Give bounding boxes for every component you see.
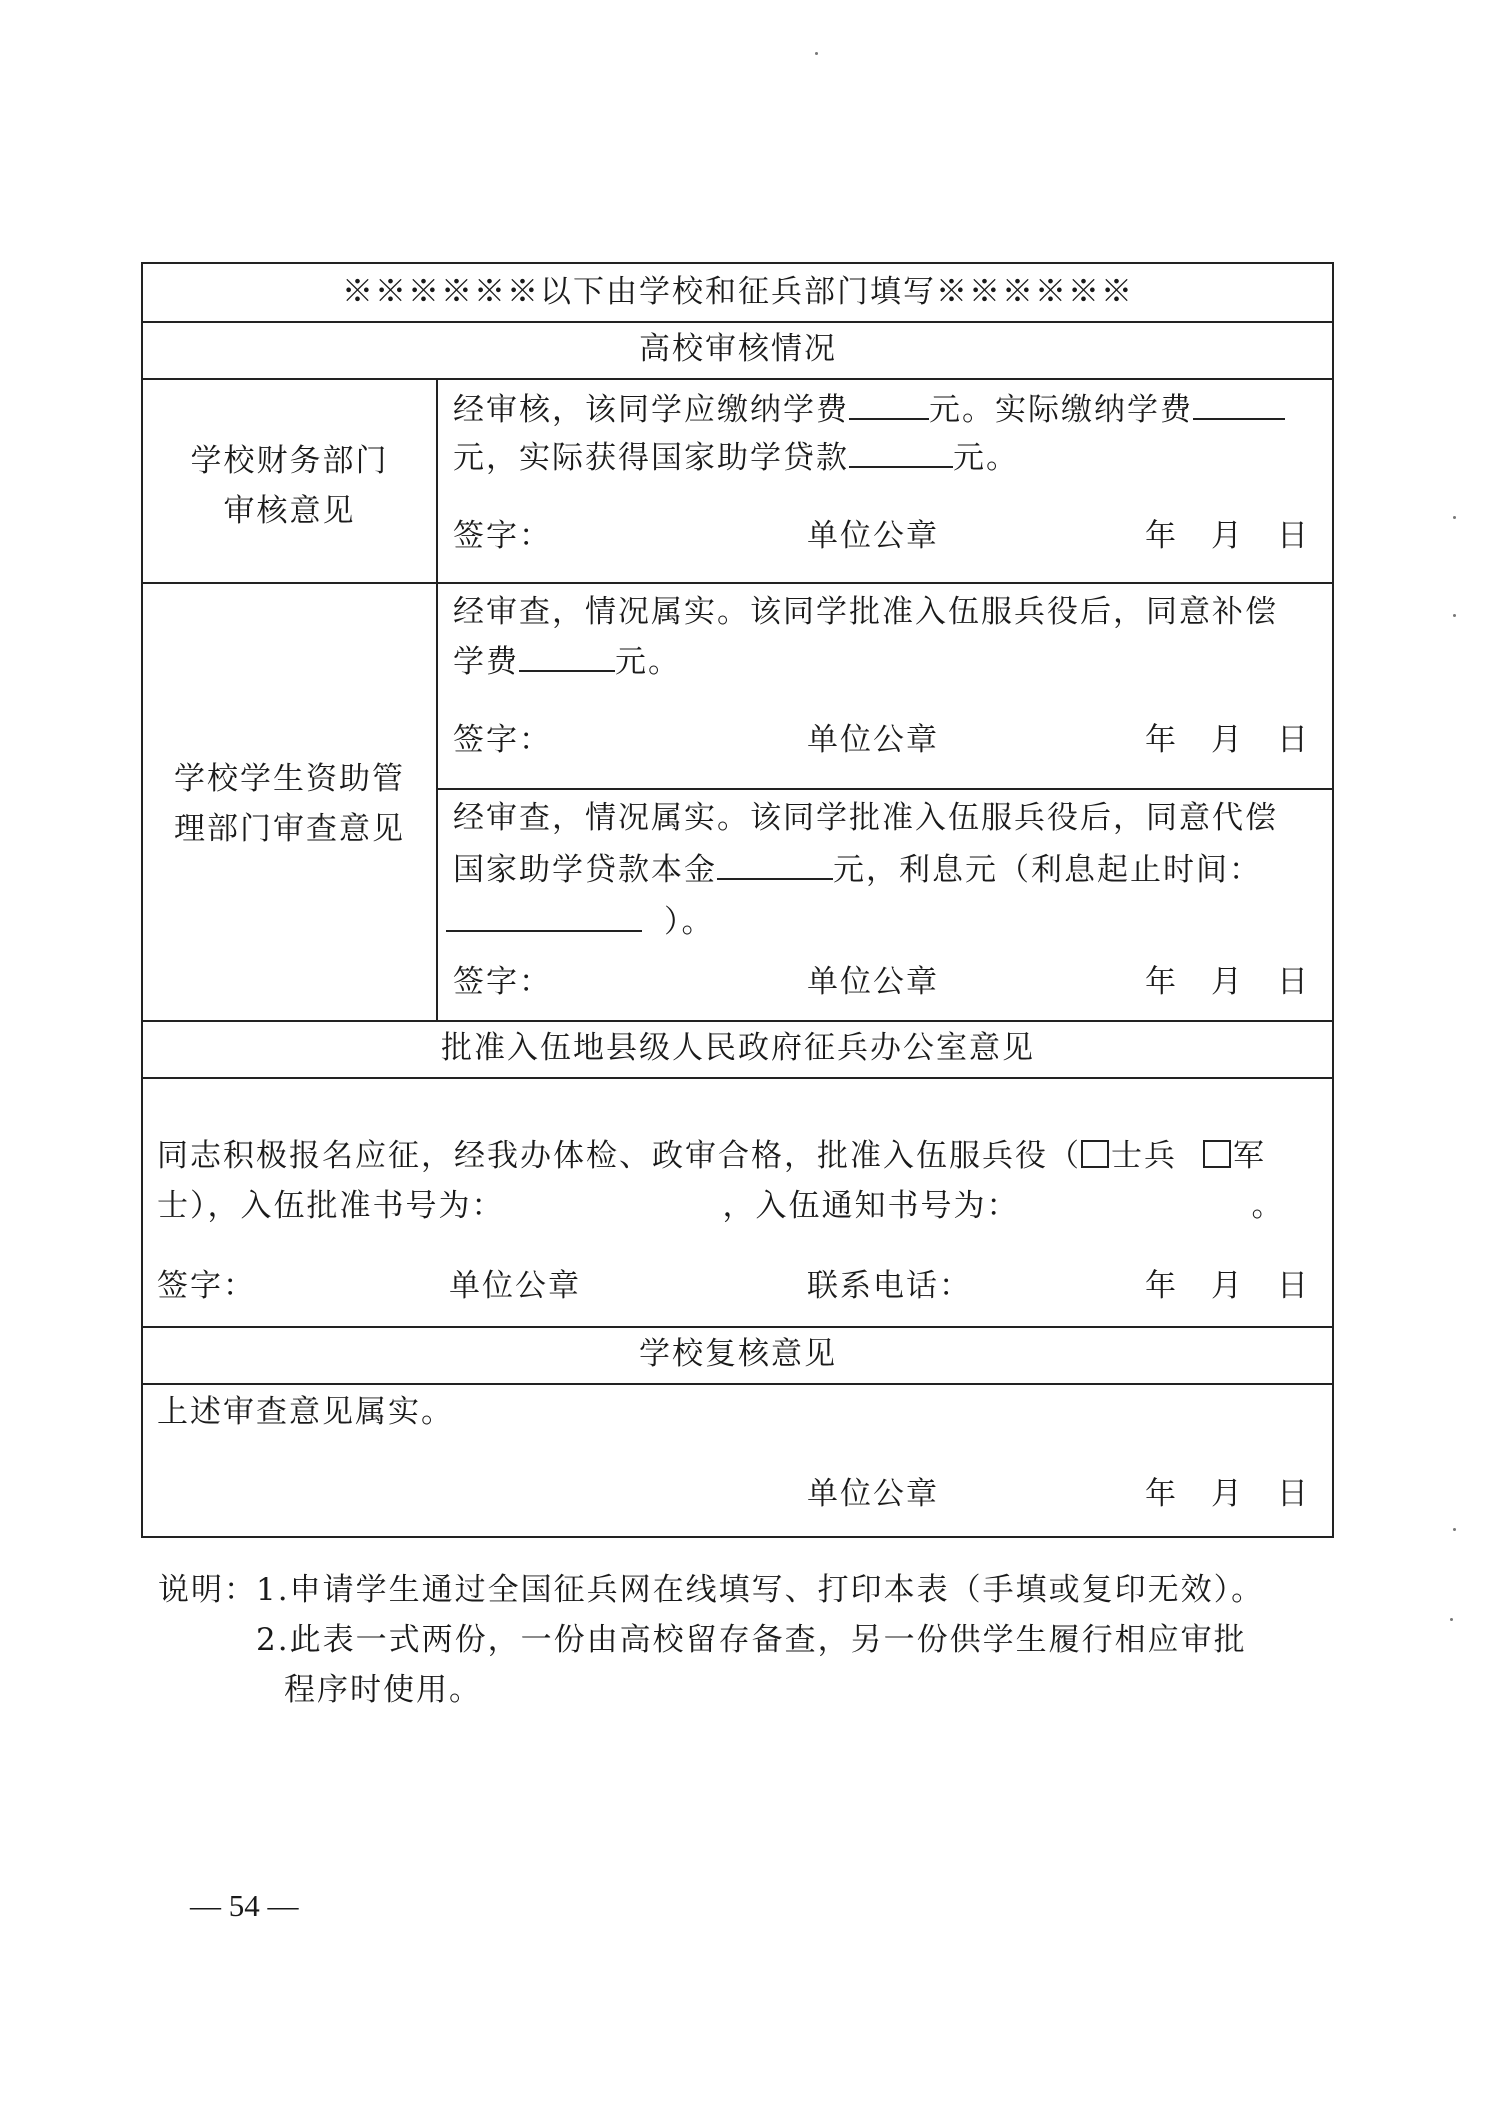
aid-block2-line2	[453, 848, 1262, 890]
aid-block2-line3-text: ）。	[664, 904, 715, 940]
review-date: 年 月 日	[1145, 1476, 1310, 1512]
aid-block1-line1: 经审查，情况属实。该同学批准入伍服兵役后，同意补偿	[453, 594, 1278, 630]
review-seal: 单位公章	[807, 1476, 939, 1512]
row-divider	[143, 1326, 1333, 1328]
recruit-phone: 联系电话：	[807, 1268, 972, 1304]
aid-block1-line2-b: 元。	[615, 644, 681, 680]
aid-block2-sign: 签字：	[453, 964, 552, 1000]
scan-speck	[815, 52, 818, 55]
finance-text-line1	[453, 388, 1285, 430]
aid-block1-seal: 单位公章	[807, 722, 939, 758]
row-divider	[143, 1020, 1333, 1022]
aid-block2-seal: 单位公章	[807, 964, 939, 1000]
row-divider	[143, 321, 1333, 323]
finance-text1-a: 经审核，该同学应缴纳学费	[453, 392, 849, 428]
tuition-paid-blank[interactable]	[1193, 388, 1285, 420]
finance-seal: 单位公章	[807, 518, 939, 554]
page-number: — 54 —	[190, 1888, 299, 1923]
review-text: 上述审查意见属实。	[157, 1394, 454, 1430]
notes-item2-line2: 程序时使用。	[284, 1672, 482, 1708]
scan-speck	[1450, 1618, 1453, 1621]
aid-label-line2: 理部门审查意见	[174, 811, 405, 847]
aid-block1-sign: 签字：	[453, 722, 552, 758]
finance-text1-b: 元。实际缴纳学费	[929, 392, 1193, 428]
tuition-due-blank[interactable]	[849, 388, 929, 420]
soldier-label: 士兵	[1111, 1138, 1177, 1174]
recruit-line2-b: ，入伍通知书号为：	[722, 1188, 1020, 1224]
scan-speck	[1453, 614, 1456, 617]
finance-label	[143, 436, 436, 536]
form-header: ※※※※※※以下由学校和征兵部门填写※※※※※※	[342, 274, 1134, 310]
aid-label	[143, 754, 436, 854]
aid-label-line1: 学校学生资助管	[174, 761, 405, 797]
recruit-title: 批准入伍地县级人民政府征兵办公室意见	[441, 1030, 1035, 1066]
row-divider	[143, 1383, 1333, 1385]
finance-label-line2: 审核意见	[223, 493, 356, 529]
finance-label-line1: 学校财务部门	[190, 443, 389, 479]
section-title-audit: 高校审核情况	[639, 331, 837, 367]
sergeant-checkbox[interactable]	[1203, 1140, 1231, 1168]
recruit-line1-a: 同志积极报名应征，经我办体检、政审合格，批准入伍服兵役（	[157, 1138, 1081, 1174]
loan-principal-blank[interactable]	[717, 848, 833, 880]
recruit-seal: 单位公章	[449, 1268, 581, 1304]
scan-speck	[1453, 1528, 1456, 1531]
recruit-date: 年 月 日	[1145, 1268, 1310, 1304]
soldier-checkbox[interactable]	[1081, 1140, 1109, 1168]
column-divider	[436, 378, 438, 1020]
notes-item1: 1.申请学生通过全国征兵网在线填写、打印本表（手填或复印无效）。	[256, 1572, 1265, 1608]
finance-text-line2	[453, 436, 1019, 478]
finance-date: 年 月 日	[1145, 518, 1310, 554]
recruit-line1	[157, 1136, 1266, 1176]
interest-period-blank[interactable]	[446, 900, 642, 932]
scan-speck	[1453, 516, 1456, 519]
notes-item2-line1: 2.此表一式两份，一份由高校留存备查，另一份供学生履行相应审批	[256, 1622, 1247, 1658]
sergeant-label-a: 军	[1233, 1138, 1266, 1174]
aid-block1-line2-a: 学费	[453, 644, 519, 680]
aid-block2-date: 年 月 日	[1145, 964, 1310, 1000]
aid-block2-line1: 经审查，情况属实。该同学批准入伍服兵役后，同意代偿	[453, 800, 1278, 836]
recruit-sign: 签字：	[157, 1268, 256, 1304]
finance-sign: 签字：	[453, 518, 552, 554]
notes-prefix: 说明：	[158, 1572, 257, 1608]
aid-block2-line2-a: 国家助学贷款本金	[453, 852, 717, 888]
recruit-line2	[157, 1186, 1285, 1226]
finance-text2-a: 元，实际获得国家助学贷款	[453, 440, 849, 476]
row-divider	[143, 378, 1333, 380]
recruit-line2-c: 。	[1251, 1188, 1285, 1224]
row-divider	[436, 788, 1333, 790]
review-form	[141, 262, 1334, 1538]
review-title: 学校复核意见	[639, 1336, 837, 1372]
aid-block1-date: 年 月 日	[1145, 722, 1310, 758]
aid-block2-line2-b: 元，利息元（利息起止时间：	[833, 852, 1262, 888]
aid-block1-line2	[453, 640, 681, 682]
row-divider	[143, 582, 1333, 584]
aid-block2-line3	[446, 900, 715, 942]
finance-text2-b: 元。	[953, 440, 1019, 476]
row-divider	[143, 1077, 1333, 1079]
tuition-compensation-blank[interactable]	[519, 640, 615, 672]
loan-amount-blank[interactable]	[849, 436, 953, 468]
recruit-line2-a: 士），入伍批准书号为：	[157, 1188, 505, 1224]
